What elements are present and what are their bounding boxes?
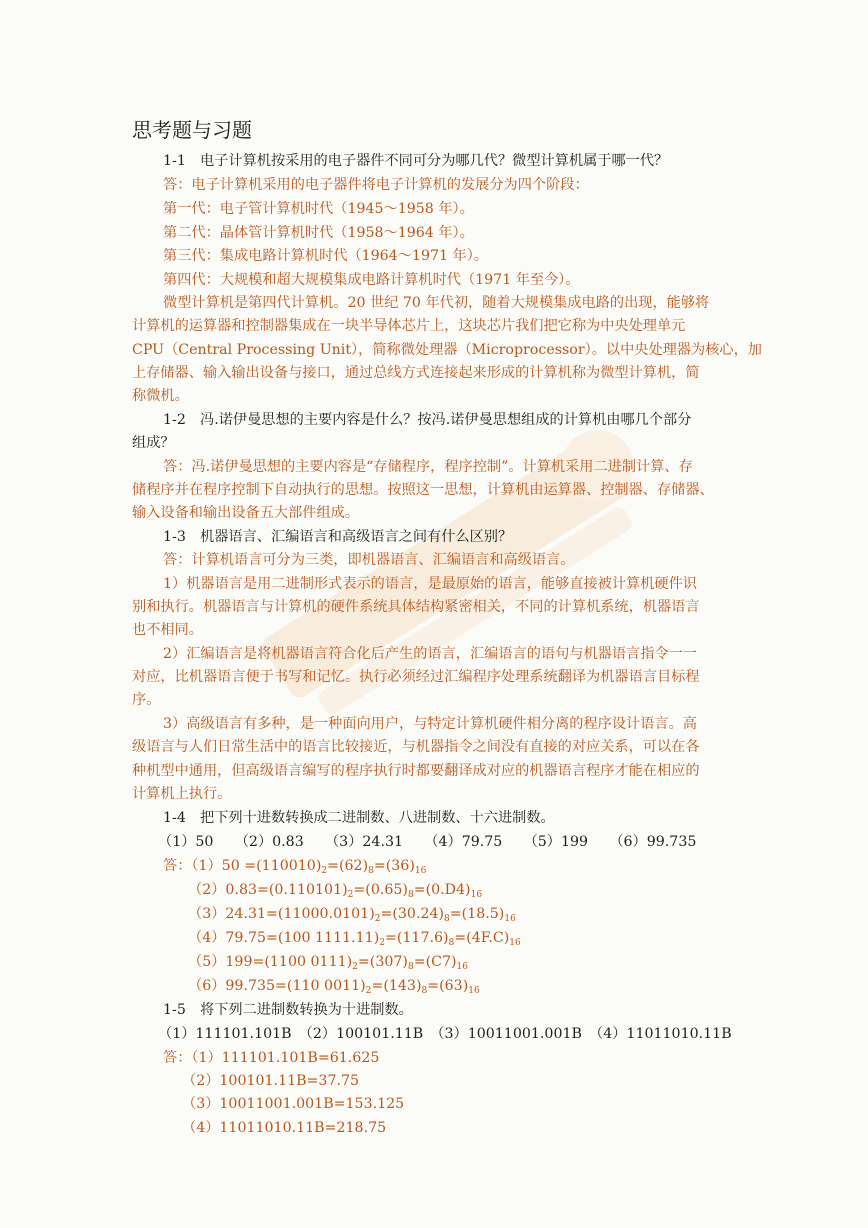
answer-line: 计算机的运算器和控制器集成在一块半导体芯片上，这块芯片我们把它称为中央处理单元 xyxy=(132,318,686,334)
answer-line: 答：电子计算机采用的电子器件将电子计算机的发展分为四个阶段： xyxy=(163,177,589,193)
answer-line: （4）11011010.11B=218.75 xyxy=(182,1120,387,1136)
answer-line: （3）10011001.001B=153.125 xyxy=(182,1096,405,1112)
question-1-2-cont: 组成？ xyxy=(132,435,175,451)
answer-line: 序。 xyxy=(132,692,161,708)
answer-line: 输入设备和输出设备五大部件组成。 xyxy=(132,505,360,521)
page-title: 思考题与习题 xyxy=(132,118,252,142)
question-1-1: 1-1 电子计算机按采用的电子器件不同可分为哪几代？微型计算机属于哪一代？ xyxy=(163,153,669,169)
answer-line: 级语言与人们日常生活中的语言比较接近，与机器指令之间没有直接的对应关系，可以在各 xyxy=(132,739,700,755)
answer-line: 上存储器、输入输出设备与接口，通过总线方式连接起来形成的计算机称为微型计算机，简 xyxy=(132,365,700,381)
conversion-answer: （5）199=(1100 $0111)_2=(307)_8=(C7)_{16}$ xyxy=(188,954,468,972)
answer-line: 计算机上执行。 xyxy=(132,786,232,802)
question-1-5: 1-5 将下列二进制数转换为十进制数。 xyxy=(163,1002,413,1018)
answer-line: CPU（Central Processing Unit），简称微处理器（Microprocessor）。以中央处理器为核心，加 xyxy=(132,342,762,358)
answer-line: 储程序并在程序控制下自动执行的思想。按照这一思想，计算机由运算器、控制器、存储器、 xyxy=(132,482,714,498)
answer-line: 种机型中通用，但高级语言编写的程序执行时都要翻译成对应的机器语言程序才能在相应的 xyxy=(132,763,700,779)
question-1-2: 1-2 冯.诺伊曼思想的主要内容是什么？按冯.诺伊曼思想组成的计算机由哪几个部分 xyxy=(163,412,692,428)
conversion-answer: $(3)24.31=(11000.0101)_2=(30.24)_8=(18.5)_{16}$ xyxy=(188,906,516,924)
conversion-answer: 答：$(1)50 =(110010)_2=(62)_8=(36)_{16}$ xyxy=(163,858,427,876)
answer-line: 也不相同。 xyxy=(132,622,203,638)
conversion-answer: （6）99.735=(110 $0011)_2=(143)_8=(63)_{16}$ xyxy=(188,978,480,996)
answer-line: 对应，比机器语言便于书写和记忆。执行必须经过汇编程序处理系统翻译为机器语言目标程 xyxy=(132,669,700,685)
answer-line: 称微机。 xyxy=(132,388,189,404)
answer-line: 别和执行。机器语言与计算机的硬件系统具体结构紧密相关，不同的计算机系统，机器语言 xyxy=(132,599,700,615)
answer-line: 微型计算机是第四代计算机。20 世纪 70 年代初，随着大规模集成电路的出现，能够将 xyxy=(163,295,710,311)
answer-line: 1）机器语言是用二进制形式表示的语言，是最原始的语言，能够直接被计算机硬件识 xyxy=(163,576,697,592)
answer-line: 2）汇编语言是将机器语言符合化后产生的语言，汇编语言的语句与机器语言指令一一 xyxy=(163,646,697,662)
answer-line: 3）高级语言有多种，是一种面向用户，与特定计算机硬件相分离的程序设计语言。高 xyxy=(163,716,697,732)
answer-line: 答：冯.诺伊曼思想的主要内容是“存储程序，程序控制”。计算机采用二进制计算、存 xyxy=(163,459,693,475)
conversion-answer: $(2)0.83=(0.110101)_2=(0.65)_8=(0.D4)_{16}$ xyxy=(188,882,483,900)
answer-line: 第三代：集成电路计算机时代（1964～1971 年）。 xyxy=(163,248,488,264)
answer-line: 第一代：电子管计算机时代（1945～1958 年）。 xyxy=(163,201,474,217)
question-1-3: 1-3 机器语言、汇编语言和高级语言之间有什么区别？ xyxy=(163,529,513,545)
question-1-4: 1-4 把下列十进数转换成二进制数、八进制数、十六进制数。 xyxy=(163,810,555,826)
conversion-answer: （4）79.75=(100 $1111.11)_2=(117.6)_8=(4F.C)_{16}$ xyxy=(188,930,521,948)
question-1-5-items: （1）111101.101B （2）100101.11B （3）10011001.001B （4）11011010.11B xyxy=(158,1026,732,1042)
answer-line: 答：计算机语言可分为三类，即机器语言、汇编语言和高级语言。 xyxy=(163,552,575,568)
answer-line: 答：（1）111101.101B=61.625 xyxy=(163,1050,380,1066)
answer-line: 第二代：晶体管计算机时代（1958～1964 年）。 xyxy=(163,225,474,241)
answer-line: （2）100101.11B=37.75 xyxy=(182,1073,360,1089)
answer-line: 第四代：大规模和超大规模集成电路计算机时代（1971 年至今）。 xyxy=(163,272,580,288)
question-1-4-items: （1）50 （2）0.83 （3）24.31 （4）79.75 （5）199 （6）99.735 xyxy=(158,834,697,850)
